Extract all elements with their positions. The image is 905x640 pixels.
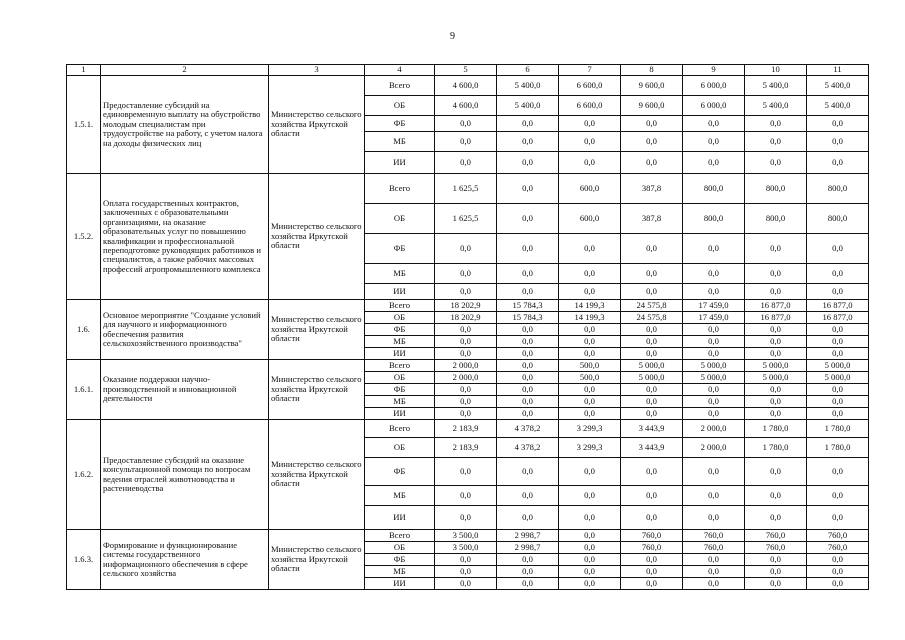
amount-cell: 18 202,9: [435, 312, 497, 324]
amount-cell: 760,0: [683, 542, 745, 554]
amount-cell: 0,0: [683, 348, 745, 360]
amount-cell: 0,0: [497, 408, 559, 420]
amount-cell: 5 000,0: [807, 372, 869, 384]
amount-cell: 0,0: [745, 336, 807, 348]
amount-cell: 0,0: [497, 152, 559, 174]
amount-cell: 14 199,3: [559, 300, 621, 312]
column-number-cell: 2: [101, 65, 269, 76]
funding-source-cell: МБ: [365, 486, 435, 506]
amount-cell: 0,0: [497, 264, 559, 284]
amount-cell: 4 378,2: [497, 438, 559, 458]
amount-cell: 0,0: [435, 264, 497, 284]
funding-source-cell: ИИ: [365, 578, 435, 590]
amount-cell: 760,0: [745, 542, 807, 554]
amount-cell: 0,0: [497, 132, 559, 152]
column-number-cell: 6: [497, 65, 559, 76]
amount-cell: 800,0: [683, 204, 745, 234]
amount-cell: 0,0: [621, 396, 683, 408]
amount-cell: 3 443,9: [621, 438, 683, 458]
amount-cell: 0,0: [435, 396, 497, 408]
page-number: 9: [450, 31, 455, 42]
amount-cell: 0,0: [435, 506, 497, 530]
amount-cell: 1 780,0: [807, 438, 869, 458]
amount-cell: 0,0: [435, 152, 497, 174]
amount-cell: 0,0: [559, 234, 621, 264]
amount-cell: 0,0: [435, 116, 497, 132]
amount-cell: 800,0: [745, 174, 807, 204]
amount-cell: 0,0: [559, 542, 621, 554]
funding-source-cell: МБ: [365, 566, 435, 578]
amount-cell: 0,0: [559, 396, 621, 408]
amount-cell: 0,0: [435, 458, 497, 486]
table-row: [67, 174, 869, 204]
amount-cell: 0,0: [559, 408, 621, 420]
amount-cell: 0,0: [621, 578, 683, 590]
amount-cell: 0,0: [497, 566, 559, 578]
amount-cell: 0,0: [683, 116, 745, 132]
funding-source-cell: ИИ: [365, 152, 435, 174]
amount-cell: 0,0: [745, 116, 807, 132]
funding-source-cell: ФБ: [365, 384, 435, 396]
amount-cell: 6 000,0: [683, 76, 745, 96]
amount-cell: 6 600,0: [559, 96, 621, 116]
amount-cell: 4 378,2: [497, 420, 559, 438]
funding-source-cell: Всего: [365, 76, 435, 96]
amount-cell: 0,0: [559, 152, 621, 174]
amount-cell: 0,0: [621, 566, 683, 578]
column-number-cell: 3: [269, 65, 365, 76]
amount-cell: 0,0: [683, 566, 745, 578]
amount-cell: 0,0: [559, 506, 621, 530]
amount-cell: 0,0: [497, 458, 559, 486]
amount-cell: 5 000,0: [807, 360, 869, 372]
amount-cell: 0,0: [435, 324, 497, 336]
amount-cell: 0,0: [435, 554, 497, 566]
amount-cell: 0,0: [559, 530, 621, 542]
amount-cell: 0,0: [683, 408, 745, 420]
amount-cell: 0,0: [497, 396, 559, 408]
section-executor: Министерство сельского хозяйства Иркутской области: [269, 174, 365, 300]
amount-cell: 0,0: [683, 324, 745, 336]
amount-cell: 0,0: [807, 132, 869, 152]
amount-cell: 0,0: [683, 396, 745, 408]
amount-cell: 5 400,0: [497, 76, 559, 96]
amount-cell: 0,0: [435, 336, 497, 348]
amount-cell: 0,0: [683, 486, 745, 506]
amount-cell: 0,0: [559, 486, 621, 506]
amount-cell: 0,0: [807, 578, 869, 590]
amount-cell: 0,0: [621, 348, 683, 360]
amount-cell: 0,0: [745, 284, 807, 300]
section-executor: Министерство сельского хозяйства Иркутской области: [269, 530, 365, 590]
amount-cell: 0,0: [435, 284, 497, 300]
amount-cell: 0,0: [497, 174, 559, 204]
amount-cell: 760,0: [621, 530, 683, 542]
section-code: 1.6.1.: [67, 360, 101, 420]
amount-cell: 0,0: [497, 204, 559, 234]
funding-source-cell: ОБ: [365, 372, 435, 384]
amount-cell: 0,0: [807, 336, 869, 348]
amount-cell: 0,0: [497, 336, 559, 348]
amount-cell: 0,0: [683, 264, 745, 284]
amount-cell: 0,0: [683, 234, 745, 264]
amount-cell: 0,0: [559, 578, 621, 590]
amount-cell: 0,0: [745, 554, 807, 566]
amount-cell: 0,0: [745, 234, 807, 264]
amount-cell: 3 443,9: [621, 420, 683, 438]
column-number-cell: 9: [683, 65, 745, 76]
amount-cell: 3 299,3: [559, 438, 621, 458]
funding-source-cell: ФБ: [365, 324, 435, 336]
section-executor: Министерство сельского хозяйства Иркутской области: [269, 76, 365, 174]
amount-cell: 0,0: [807, 284, 869, 300]
amount-cell: 2 998,7: [497, 530, 559, 542]
amount-cell: 0,0: [559, 116, 621, 132]
amount-cell: 0,0: [497, 284, 559, 300]
section-executor: Министерство сельского хозяйства Иркутской области: [269, 300, 365, 360]
amount-cell: 0,0: [435, 486, 497, 506]
amount-cell: 0,0: [683, 336, 745, 348]
amount-cell: 0,0: [807, 396, 869, 408]
amount-cell: 0,0: [683, 578, 745, 590]
funding-source-cell: ФБ: [365, 234, 435, 264]
amount-cell: 0,0: [683, 132, 745, 152]
amount-cell: 0,0: [621, 324, 683, 336]
amount-cell: 6 000,0: [683, 96, 745, 116]
amount-cell: 0,0: [435, 384, 497, 396]
amount-cell: 3 500,0: [435, 530, 497, 542]
amount-cell: 14 199,3: [559, 312, 621, 324]
amount-cell: 0,0: [435, 566, 497, 578]
amount-cell: 0,0: [497, 360, 559, 372]
funding-source-cell: ФБ: [365, 554, 435, 566]
amount-cell: 0,0: [683, 152, 745, 174]
amount-cell: 0,0: [435, 348, 497, 360]
amount-cell: 16 877,0: [807, 300, 869, 312]
amount-cell: 0,0: [621, 132, 683, 152]
amount-cell: 0,0: [621, 458, 683, 486]
amount-cell: 0,0: [683, 284, 745, 300]
amount-cell: 5 000,0: [621, 360, 683, 372]
amount-cell: 5 000,0: [621, 372, 683, 384]
amount-cell: 0,0: [745, 132, 807, 152]
amount-cell: 0,0: [807, 566, 869, 578]
column-number-cell: 7: [559, 65, 621, 76]
funding-source-cell: ИИ: [365, 506, 435, 530]
amount-cell: 0,0: [435, 234, 497, 264]
amount-cell: 800,0: [807, 174, 869, 204]
amount-cell: 0,0: [621, 408, 683, 420]
funding-source-cell: МБ: [365, 336, 435, 348]
amount-cell: 0,0: [621, 384, 683, 396]
funding-source-cell: МБ: [365, 264, 435, 284]
section-name: Оказание поддержки научно-производственной и инновационной деятельности: [101, 360, 269, 420]
amount-cell: 2 000,0: [683, 438, 745, 458]
column-number-cell: 5: [435, 65, 497, 76]
amount-cell: 2 000,0: [683, 420, 745, 438]
amount-cell: 5 400,0: [745, 96, 807, 116]
funding-source-cell: Всего: [365, 174, 435, 204]
amount-cell: 0,0: [559, 336, 621, 348]
column-number-cell: 1: [67, 65, 101, 76]
funding-source-cell: ОБ: [365, 542, 435, 554]
section-executor: Министерство сельского хозяйства Иркутской области: [269, 420, 365, 530]
amount-cell: 17 459,0: [683, 300, 745, 312]
amount-cell: 5 400,0: [807, 96, 869, 116]
amount-cell: 800,0: [683, 174, 745, 204]
amount-cell: 5 000,0: [745, 372, 807, 384]
amount-cell: 5 000,0: [745, 360, 807, 372]
amount-cell: 0,0: [807, 264, 869, 284]
amount-cell: 0,0: [807, 554, 869, 566]
amount-cell: 800,0: [807, 204, 869, 234]
table-row: [67, 420, 869, 438]
amount-cell: 0,0: [435, 408, 497, 420]
amount-cell: 0,0: [559, 458, 621, 486]
amount-cell: 17 459,0: [683, 312, 745, 324]
amount-cell: 0,0: [621, 116, 683, 132]
amount-cell: 0,0: [497, 486, 559, 506]
amount-cell: 0,0: [745, 324, 807, 336]
amount-cell: 0,0: [435, 578, 497, 590]
amount-cell: 24 575,8: [621, 312, 683, 324]
section-executor: Министерство сельского хозяйства Иркутской области: [269, 360, 365, 420]
amount-cell: 0,0: [745, 458, 807, 486]
table-body: [67, 65, 869, 590]
amount-cell: 0,0: [559, 348, 621, 360]
funding-source-cell: ОБ: [365, 438, 435, 458]
funding-source-cell: МБ: [365, 132, 435, 152]
funding-source-cell: МБ: [365, 396, 435, 408]
amount-cell: 2 183,9: [435, 420, 497, 438]
funding-source-cell: ИИ: [365, 408, 435, 420]
section-code: 1.6.3.: [67, 530, 101, 590]
funding-source-cell: Всего: [365, 530, 435, 542]
amount-cell: 0,0: [497, 506, 559, 530]
amount-cell: 2 000,0: [435, 360, 497, 372]
amount-cell: 0,0: [559, 284, 621, 300]
amount-cell: 0,0: [497, 372, 559, 384]
amount-cell: 0,0: [621, 284, 683, 300]
table-row: [67, 530, 869, 542]
amount-cell: 0,0: [807, 384, 869, 396]
funding-source-cell: Всего: [365, 420, 435, 438]
amount-cell: 0,0: [621, 486, 683, 506]
amount-cell: 0,0: [807, 408, 869, 420]
amount-cell: 760,0: [683, 530, 745, 542]
amount-cell: 0,0: [807, 348, 869, 360]
amount-cell: 3 299,3: [559, 420, 621, 438]
amount-cell: 0,0: [745, 396, 807, 408]
section-code: 1.5.2.: [67, 174, 101, 300]
amount-cell: 0,0: [683, 384, 745, 396]
amount-cell: 15 784,3: [497, 312, 559, 324]
amount-cell: 0,0: [621, 336, 683, 348]
amount-cell: 0,0: [497, 554, 559, 566]
amount-cell: 800,0: [745, 204, 807, 234]
amount-cell: 0,0: [683, 554, 745, 566]
amount-cell: 0,0: [745, 578, 807, 590]
amount-cell: 18 202,9: [435, 300, 497, 312]
amount-cell: 500,0: [559, 372, 621, 384]
amount-cell: 0,0: [435, 132, 497, 152]
column-number-row: [67, 65, 869, 76]
amount-cell: 0,0: [745, 264, 807, 284]
amount-cell: 0,0: [683, 458, 745, 486]
amount-cell: 1 625,5: [435, 204, 497, 234]
amount-cell: 0,0: [559, 264, 621, 284]
amount-cell: 4 600,0: [435, 76, 497, 96]
amount-cell: 0,0: [745, 408, 807, 420]
amount-cell: 0,0: [621, 234, 683, 264]
amount-cell: 500,0: [559, 360, 621, 372]
section-name: Предоставление субсидий на единовременную выплату на обустройство молодым специалистам при трудоустройстве на работу, с учетом налога на доходы физических лиц: [101, 76, 269, 174]
amount-cell: 0,0: [745, 384, 807, 396]
amount-cell: 0,0: [807, 324, 869, 336]
amount-cell: 0,0: [807, 116, 869, 132]
budget-table: [66, 64, 869, 590]
amount-cell: 0,0: [497, 324, 559, 336]
section-code: 1.6.: [67, 300, 101, 360]
amount-cell: 5 000,0: [683, 360, 745, 372]
section-name: Оплата государственных контрактов, заключенных с образовательными организациями, на оказание образовательных услуг по повышению квалификации и профессиональной переподготовке руководящих работников и специалистов, а также рабочих массовых профессий агропромышленного комплекса: [101, 174, 269, 300]
amount-cell: 24 575,8: [621, 300, 683, 312]
amount-cell: 387,8: [621, 174, 683, 204]
amount-cell: 5 000,0: [683, 372, 745, 384]
amount-cell: 0,0: [683, 506, 745, 530]
amount-cell: 760,0: [807, 542, 869, 554]
amount-cell: 0,0: [745, 486, 807, 506]
amount-cell: 0,0: [745, 348, 807, 360]
amount-cell: 0,0: [807, 506, 869, 530]
amount-cell: 9 600,0: [621, 76, 683, 96]
amount-cell: 1 780,0: [745, 420, 807, 438]
amount-cell: 0,0: [621, 554, 683, 566]
amount-cell: 1 780,0: [745, 438, 807, 458]
column-number-cell: 4: [365, 65, 435, 76]
amount-cell: 5 400,0: [745, 76, 807, 96]
amount-cell: 0,0: [621, 506, 683, 530]
amount-cell: 15 784,3: [497, 300, 559, 312]
amount-cell: 0,0: [807, 458, 869, 486]
amount-cell: 760,0: [745, 530, 807, 542]
amount-cell: 760,0: [807, 530, 869, 542]
amount-cell: 0,0: [559, 324, 621, 336]
amount-cell: 0,0: [807, 152, 869, 174]
amount-cell: 1 625,5: [435, 174, 497, 204]
amount-cell: 5 400,0: [497, 96, 559, 116]
amount-cell: 0,0: [745, 506, 807, 530]
amount-cell: 0,0: [497, 348, 559, 360]
amount-cell: 0,0: [621, 152, 683, 174]
amount-cell: 0,0: [497, 578, 559, 590]
amount-cell: 0,0: [559, 132, 621, 152]
amount-cell: 0,0: [497, 234, 559, 264]
amount-cell: 5 400,0: [807, 76, 869, 96]
amount-cell: 0,0: [621, 264, 683, 284]
amount-cell: 760,0: [621, 542, 683, 554]
amount-cell: 0,0: [497, 116, 559, 132]
table-row: [67, 360, 869, 372]
table-row: [67, 76, 869, 96]
section-name: Формирование и функционирование системы государственного информационного обеспечения в сфере сельского хозяйства: [101, 530, 269, 590]
amount-cell: 600,0: [559, 174, 621, 204]
amount-cell: 0,0: [559, 554, 621, 566]
funding-source-cell: ФБ: [365, 458, 435, 486]
amount-cell: 0,0: [559, 384, 621, 396]
funding-source-cell: Всего: [365, 360, 435, 372]
amount-cell: 0,0: [807, 234, 869, 264]
amount-cell: 600,0: [559, 204, 621, 234]
column-number-cell: 11: [807, 65, 869, 76]
amount-cell: 16 877,0: [745, 300, 807, 312]
table-row: [67, 300, 869, 312]
amount-cell: 2 998,7: [497, 542, 559, 554]
funding-source-cell: ИИ: [365, 348, 435, 360]
amount-cell: 6 600,0: [559, 76, 621, 96]
funding-source-cell: ФБ: [365, 116, 435, 132]
section-name: Предоставление субсидий на оказание консультационной помощи по вопросам ведения отраслей животноводства и растениеводства: [101, 420, 269, 530]
amount-cell: 1 780,0: [807, 420, 869, 438]
amount-cell: 0,0: [559, 566, 621, 578]
amount-cell: 0,0: [807, 486, 869, 506]
amount-cell: 3 500,0: [435, 542, 497, 554]
funding-source-cell: Всего: [365, 300, 435, 312]
amount-cell: 16 877,0: [807, 312, 869, 324]
column-number-cell: 8: [621, 65, 683, 76]
column-number-cell: 10: [745, 65, 807, 76]
amount-cell: 0,0: [497, 384, 559, 396]
section-code: 1.5.1.: [67, 76, 101, 174]
funding-source-cell: ИИ: [365, 284, 435, 300]
amount-cell: 0,0: [745, 152, 807, 174]
funding-source-cell: ОБ: [365, 312, 435, 324]
amount-cell: 0,0: [745, 566, 807, 578]
amount-cell: 387,8: [621, 204, 683, 234]
funding-source-cell: ОБ: [365, 204, 435, 234]
funding-source-cell: ОБ: [365, 96, 435, 116]
amount-cell: 2 183,9: [435, 438, 497, 458]
section-code: 1.6.2.: [67, 420, 101, 530]
amount-cell: 2 000,0: [435, 372, 497, 384]
amount-cell: 9 600,0: [621, 96, 683, 116]
amount-cell: 4 600,0: [435, 96, 497, 116]
amount-cell: 16 877,0: [745, 312, 807, 324]
section-name: Основное мероприятие "Создание условий для научного и информационного обеспечения развития сельскохозяйственного производства": [101, 300, 269, 360]
